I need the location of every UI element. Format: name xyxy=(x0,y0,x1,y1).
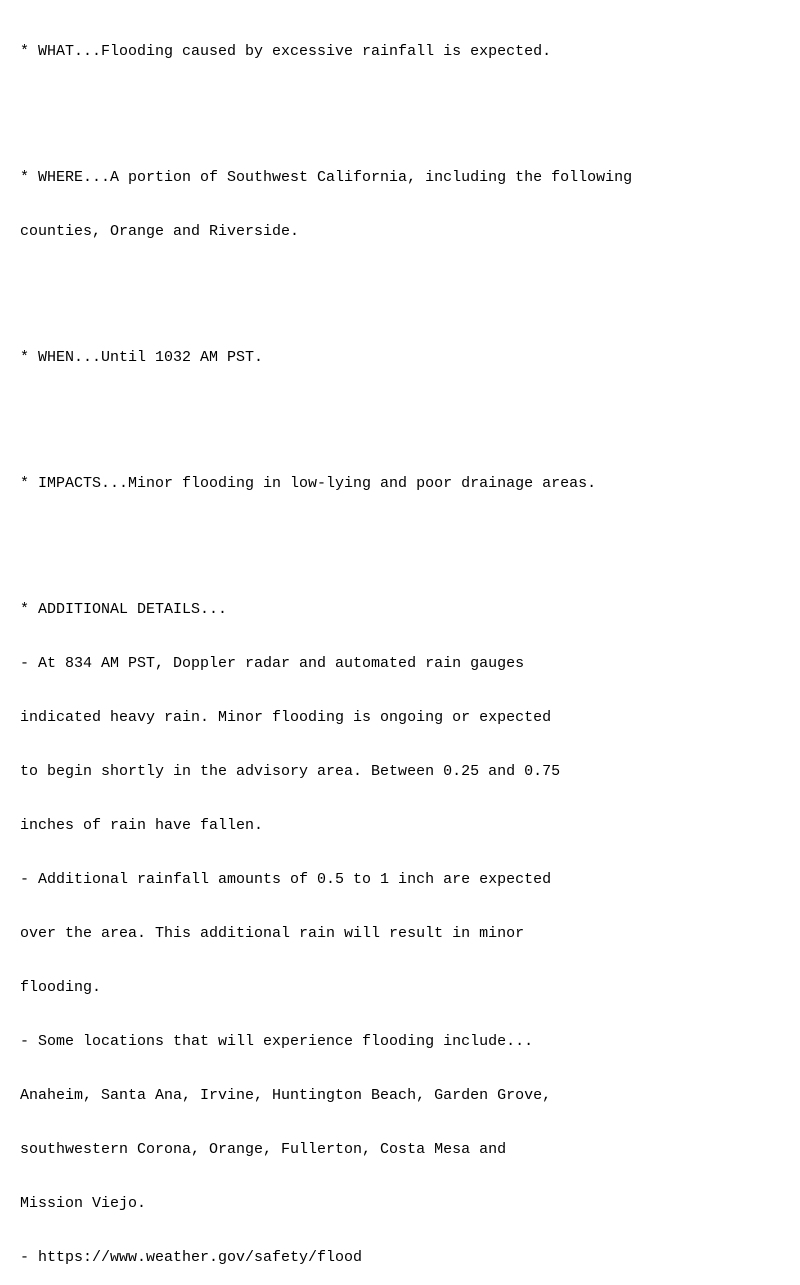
when-line: * WHEN...Until 1032 AM PST. xyxy=(20,349,264,366)
details-line: indicated heavy rain. Minor flooding is ongoing or expected xyxy=(20,709,552,726)
paragraph-gap xyxy=(20,97,790,115)
flood-advisory-text xyxy=(20,7,790,1285)
details-heading: * ADDITIONAL DETAILS... xyxy=(20,601,228,618)
impacts-line: * IMPACTS...Minor flooding in low-lying and poor drainage areas. xyxy=(20,475,597,492)
details-line: Anaheim, Santa Ana, Irvine, Huntington Beach, Garden Grove, xyxy=(20,1087,552,1104)
details-line: over the area. This additional rain will result in minor xyxy=(20,925,525,942)
details-line: southwestern Corona, Orange, Fullerton, Costa Mesa and xyxy=(20,1141,507,1158)
safety-link: - https://www.weather.gov/safety/flood xyxy=(20,1249,363,1266)
paragraph-gap xyxy=(20,529,790,547)
what-line: * WHAT...Flooding caused by excessive rainfall is expected. xyxy=(20,43,552,60)
details-line: - At 834 AM PST, Doppler radar and automated rain gauges xyxy=(20,655,525,672)
details-line: - Some locations that will experience flooding include... xyxy=(20,1033,534,1050)
details-line: to begin shortly in the advisory area. Between 0.25 and 0.75 xyxy=(20,763,561,780)
details-line: - Additional rainfall amounts of 0.5 to 1 inch are expected xyxy=(20,871,552,888)
where-line: * WHERE...A portion of Southwest California, including the following xyxy=(20,169,633,186)
paragraph-gap xyxy=(20,403,790,421)
details-line: Mission Viejo. xyxy=(20,1195,147,1212)
details-line: flooding. xyxy=(20,979,102,996)
paragraph-gap xyxy=(20,277,790,295)
details-line: inches of rain have fallen. xyxy=(20,817,264,834)
where-line: counties, Orange and Riverside. xyxy=(20,223,300,240)
